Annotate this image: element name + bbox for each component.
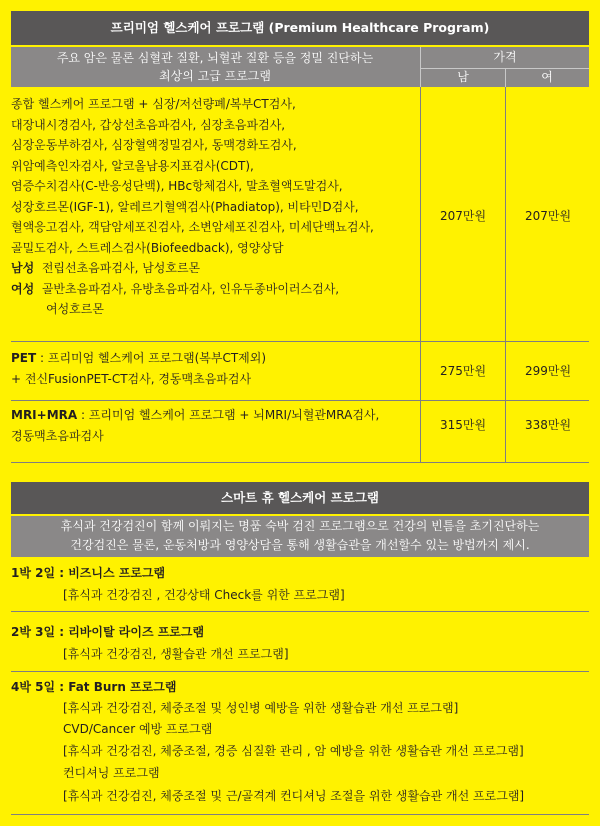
table-row-comprehensive — [11, 94, 374, 320]
program-detail-3-5: [휴식과 건강검진, 체중조절 및 근/골격계 컨디셔닝 조절을 위한 생활습관 개선 프로그램] — [63, 789, 525, 803]
table-bottom — [11, 462, 589, 463]
program-divider-1 — [11, 611, 589, 612]
female-text-2: 여성호르몬 — [46, 302, 104, 316]
program-detail-3-3: [휴식과 건강검진, 체중조절, 경증 심질환 관리 , 암 예방을 위한 생활습관 개선 프로그램] — [63, 744, 524, 758]
smart-title-bar — [11, 482, 589, 514]
header-desc-line-2: 최상의 고급 프로그램 — [159, 69, 271, 83]
row1-line-5: 염증수치검사(C-반응성단백), HBc항체검사, 말초혈액도말검사, — [11, 179, 343, 193]
table-row-pet — [11, 348, 266, 389]
row1-line-8: 골밀도검사, 스트레스검사(Biofeedback), 영양상담 — [11, 240, 284, 255]
program-divider-3 — [11, 814, 589, 815]
row2-line-2: + 전신FusionPET-CT검사, 경동맥초음파검사 — [11, 371, 252, 386]
program-detail-3-2: CVD/Cancer 예방 프로그램 — [63, 722, 213, 736]
header-desc-line-1: 주요 암은 물론 심혈관 질환, 뇌혈관 질환 등을 정밀 진단하는 — [56, 51, 374, 65]
row1-line-3: 심장운동부하검사, 심장혈액정밀검사, 동맥경화도검사, — [11, 138, 297, 152]
row1-price-female: 207만원 — [524, 209, 572, 223]
female-text-1: 골반초음파검사, 유방초음파검사, 인유두종바이러스검사, — [41, 281, 340, 296]
male-header: 남 — [457, 70, 469, 84]
header-divider-price — [505, 68, 506, 87]
female-items — [11, 279, 374, 300]
price-header: 가격 — [493, 50, 517, 64]
program-detail-3-1: [휴식과 건강검진, 체중조절 및 성인병 예방을 위한 생활습관 개선 프로그램] — [63, 701, 459, 715]
row1-line-1: 종합 헬스케어 프로그램 + 심장/저선량폐/복부CT검사, — [11, 97, 296, 111]
program-divider-2 — [11, 671, 589, 672]
program-detail-3-4: 컨디셔닝 프로그램 — [63, 766, 160, 780]
row3-line-1: : 프리미엄 헬스케어 프로그램 + 뇌MRI/뇌혈관MRA검사, — [77, 408, 380, 422]
table-row-mri — [11, 405, 379, 446]
row1-line-2: 대장내시경검사, 갑상선초음파검사, 심장초음파검사, — [11, 117, 286, 132]
male-items — [11, 258, 374, 279]
smart-title: 스마트 휴 헬스케어 프로그램 — [221, 490, 379, 505]
row1-line-6: 성장호르몬(IGF-1), 알레르기혈액검사(Phadiatop), 비타민D검사, — [11, 199, 359, 214]
row-divider-2 — [11, 400, 589, 401]
program-detail-2-1: [휴식과 건강검진, 생활습관 개선 프로그램] — [63, 647, 289, 661]
table-divider-price — [505, 87, 506, 462]
row2-price-male: 275만원 — [439, 364, 487, 378]
premium-header-desc — [11, 49, 419, 85]
row1-line-7: 혈액응고검사, 객담암세포진검사, 소변암세포진검사, 미세단백뇨검사, — [11, 220, 374, 234]
smart-desc-line-1: 휴식과 건강검진이 함께 이뤄지는 명품 숙박 검진 프로그램으로 건강의 빈틈을 초기진단하는 — [60, 519, 540, 533]
program-detail-1-1: [휴식과 건강검진 , 건강상태 Check를 위한 프로그램] — [63, 588, 345, 602]
row2-price-female: 299만원 — [524, 364, 572, 378]
row3-price-male: 315만원 — [439, 418, 487, 432]
smart-desc-line-2: 건강검진은 물론, 운동처방과 영양상담을 통해 생활습관을 개선할수 있는 방법까지 제시. — [70, 538, 530, 552]
premium-title: 프리미엄 헬스케어 프로그램 (Premium Healthcare Program) — [110, 20, 490, 35]
program-title-3: 4박 5일 : Fat Burn 프로그램 — [11, 680, 177, 694]
premium-title-bar — [11, 11, 589, 45]
row-divider-1 — [11, 341, 589, 342]
premium-header-row — [11, 47, 589, 87]
row3-prefix: MRI+MRA — [11, 408, 78, 422]
female-tag: 여성 — [11, 281, 35, 296]
smart-desc-bar — [11, 516, 589, 557]
row3-line-1-wrap — [11, 405, 379, 426]
table-divider-desc — [420, 87, 421, 462]
row3-line-2: 경동맥초음파검사 — [11, 428, 104, 443]
row1-line-4: 위암예측인자검사, 알코올남용지표검사(CDT), — [11, 158, 254, 173]
female-items-cont — [11, 299, 374, 320]
female-header: 여 — [541, 70, 553, 84]
row1-price-male: 207만원 — [439, 209, 487, 223]
row2-line-1: : 프리미엄 헬스케어 프로그램(복부CT제외) — [36, 351, 267, 365]
male-text: 전립선초음파검사, 남성호르몬 — [41, 261, 201, 275]
male-tag: 남성 — [11, 261, 35, 275]
program-title-2: 2박 3일 : 리바이탈 라이즈 프로그램 — [11, 625, 205, 639]
row2-prefix: PET — [11, 351, 37, 365]
row2-line-1-wrap — [11, 348, 266, 369]
row3-price-female: 338만원 — [524, 418, 572, 432]
program-title-1: 1박 2일 : 비즈니스 프로그램 — [11, 566, 166, 580]
header-divider-desc — [420, 47, 421, 87]
